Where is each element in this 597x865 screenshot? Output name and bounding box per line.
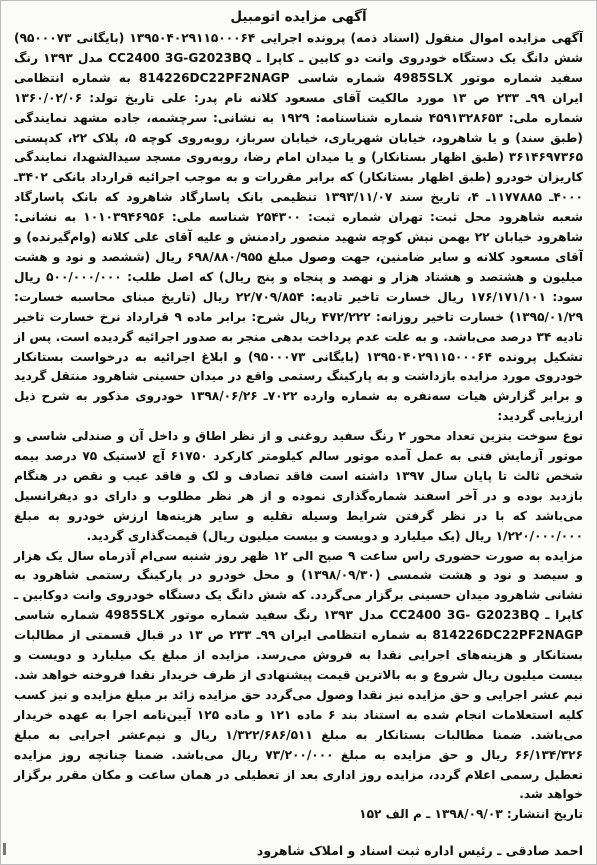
publication-date: تاریخ انتشار: ۱۳۹۸/۰۹/۰۳ ـ م الف ۱۵۲ — [359, 807, 583, 822]
notice-paragraph-2: نوع سوخت بنزین تعداد محور ۲ رنگ سفید روغنی و از نظر اطاق و داخل آن و صندلی شاسی و موتور آزمایش فنی به عمل آمده موتور سالم کیلومتر کارکرد ۶۱۷۵۰ آچ لاستیک ۷۵ درصد بیمه شخص ثالث تا پایان سال ۱۳۹۷ داشته است فاقد تصادف و لک و فاقد عیب و نقص در هنگام بازدید بوده و در آخر اسفند شماره‌گذاری نموده و از هر نظر مطلوب و دارای دو دیفرانسیل می‌باشد که با در نظر گرفتن شرایط وسیله نقلیه و سایر هزینه‌ها ارزش خودرو به مبلغ ۱/۲۲۰/۰۰۰/۰۰۰ ریال (یک میلیارد و دویست و بیست میلیون ریال) قیمت‌گذاری گردید. — [14, 429, 584, 543]
notice-body — [14, 29, 583, 825]
notice-paragraph-1: آگهی مزایده اموال منقول (اسناد ذمه) پرونده اجرایی ۱۳۹۵۰۴۰۲۹۱۱۵۰۰۰۶۴ (بایگانی ۹۵۰۰۰۷۳) شش دانگ یک دستگاه خودروی وانت دو کابین ـ کاپرا ـ CC2400 3G-G2023BQ مدل ۱۳۹۳ رنگ سفید شماره موتور 4985SLX شماره شاسی 814226DC22PF2NAGP به شماره انتظامی ایران ۹۹ـ ۲۳۳ ص ۱۳ مورد مالکیت آقای مسعود کلانه نام پدر: علی تاریخ تولد: ۱۳۶۰/۰۲/۰۶ شماره ملی: ۴۵۹۱۳۲۸۶۵۳ شماره شناسنامه: ۱۹۲۹ به نشانی: سرچشمه، جاده مشهد نمایندگی (طبق سند) و یا شاهرود، خیابان شهریاری، خیابان سرباز، روبه‌روی کوچه ۵، پلاک ۲۲، کدپستی ۳۶۱۴۶۹۷۳۶۵ (طبق اظهار بستانکار) و یا میدان امام رضا، روبه‌روی مسجد سیدالشهدا، نمایندگی کاریزان خودرو (طبق اظهار بستانکار) که برابر مقررات و به موجب اجرائیه قرارداد بانکی ۳۴۰۲ـ ۴۰۰۰ـ ۱۱۷۷۸۸۵ـ ۴، تاریخ سند ۱۳۹۳/۱۱/۰۷ تنظیمی بانک پاسارگاد شاهرود که بانک پاسارگاد شعبه شاهرود محل ثبت: تهران شماره ثبت: ۲۵۴۳۰۰ شناسه ملی: ۱۰۱۰۳۹۴۶۹۵۶ به نشانی: شاهرود خیابان ۲۲ بهمن نبش کوچه شهید منصور رادمنش و علیه آقای علی کلانه (وام‌گیرنده) و آقای مسعود کلانه و سایر ضامنین، جهت وصول مبلغ ۶۹۸/۸۸۰/۹۵۵ ریال (ششصد و نود و هشت میلیون و هشتصد و هشتاد هزار و نهصد و پنجاه و پنج ریال) که اصل طلب: ۵۰۰/۰۰۰/۰۰۰ ریال سود: ۱۷۶/۱۷۱/۱۰۱ ریال خسارت تاخیر تادیه: ۲۲/۷۰۹/۸۵۴ ریال (تاریخ مبنای محاسبه خسارت: ۱۳۹۵/۰۱/۲۹) خسارت تاخیر روزانه: ۴۷۲/۲۲۲ ریال شرح: برابر ماده ۹ قرارداد نرخ خسارت تاخیر تادیه ۳۴ درصد می‌باشد. و به علت عدم پرداخت بدهی منجر به صدور اجرائیه گردیده است. پس از تشکیل پرونده ۱۳۹۵۰۴۰۲۹۱۱۵۰۰۰۶۴ (بایگانی ۹۵۰۰۰۷۳) و ابلاغ اجرائیه به درخواست بستانکار خودروی مورد مزایده بازداشت و به پارکینگ رستمی واقع در میدان حسینی شاهرود منتقل گردید و برابر گزارش هیات سه‌نفره به شماره وارده ۷۰۲۲ـ ۱۳۹۸/۰۶/۲۶ خودروی مذکور به شرح ذیل ارزیابی گردید: — [14, 31, 584, 424]
notice-title: آگهی مزایده اتومبیل — [230, 9, 367, 25]
notice-signature: احمد صادقی ـ رئیس اداره ثبت اسناد و املاک شاهرود — [256, 843, 583, 858]
scan-mark — [3, 843, 6, 855]
notice-paragraph-3: مزایده به صورت حضوری راس ساعت ۹ صبح الی ۱۲ ظهر روز شنبه سی‌ام آذرماه سال یک هزار و سیصد و نود و هشت شمسی (۱۳۹۸/۰۹/۳۰) و محل خودرو در پارکینگ رستمی شاهرود به نشانی شاهرود میدان حسینی برگزار می‌گردد. که شش دانگ یک دستگاه خودروی وانت دوکابین ـ کاپرا ـ CC2400 3G- G2023BQ مدل ۱۳۹۳ رنگ سفید شماره موتور 4985SLX شماره شاسی 814226DC22PF2NAGP به شماره انتظامی ایران ۹۹ـ ۲۳۳ ص ۱۳ در قبال قسمتی از مطالبات بستانکار و هزینه‌های اجرایی نقدا به فروش می‌رسد. مزایده از مبلغ یک میلیارد و دویست و بیست میلیون ریال شروع و به بالاترین قیمت پیشنهادی از طرف خریدار نقدا فروخته خواهد شد. نیم عشر اجرایی و حق مزایده نیز نقدا وصول می‌گردد حق مزایده زائد بر مبلغ مزایده و نیز کسب کلیه استعلامات انجام شده به استناد بند ۶ ماده ۱۲۱ و ماده ۱۲۵ آیین‌نامه اجرا به عهده خریدار می‌باشد. ضمنا مطالبات بستانکار به مبلغ ۱/۳۲۲/۶۸۶/۵۱۱ ریال و نیم‌عشر اجرایی به مبلغ ۶۶/۱۳۴/۳۲۶ ریال و حق مزایده به مبلغ ۷۳/۲۰۰/۰۰۰ ریال می‌باشد. ضمنا چنانچه روز مزایده تعطیل رسمی اعلام گردد، مزایده روز اداری بعد از تعطیلی در همان ساعت و مکان مقرر برگزار خواهد شد. — [14, 548, 584, 802]
